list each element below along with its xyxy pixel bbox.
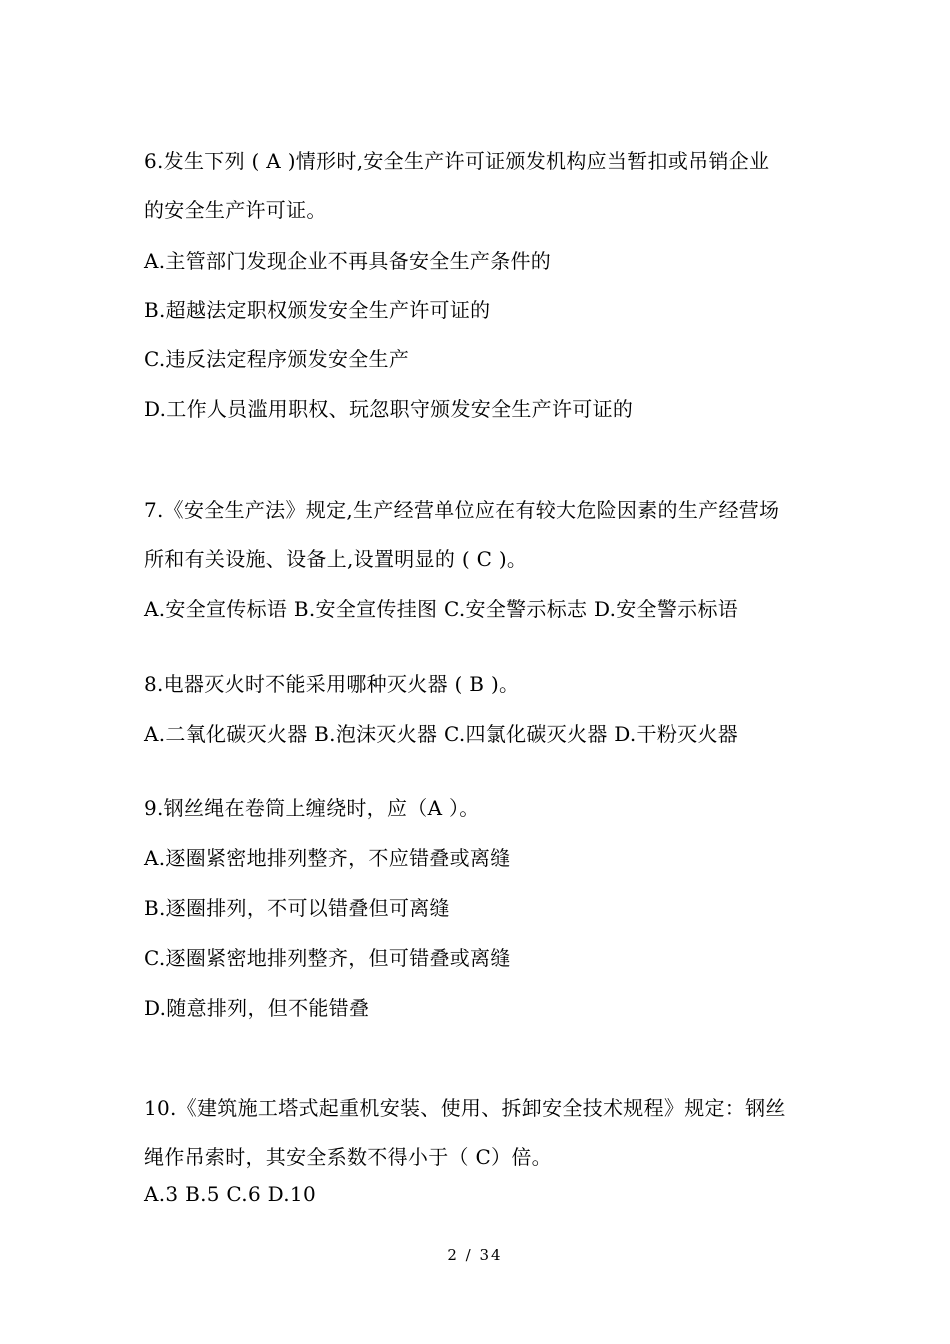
option-b: B.超越法定职权颁发安全生产许可证的 — [144, 298, 491, 322]
question-stem-line: 10.《建筑施工塔式起重机安装、使用、拆卸安全技术规程》规定：钢丝 — [144, 1096, 786, 1120]
option-d: D.随意排列，但不能错叠 — [144, 996, 370, 1020]
option-list: A.安全宣传标语 B.安全宣传挂图 C.安全警示标志 D.安全警示标语 — [144, 597, 739, 621]
option-c: C.违反法定程序颁发安全生产 — [144, 347, 410, 371]
option-list: A.二氧化碳灭火器 B.泡沫灭火器 C.四氯化碳灭火器 D.干粉灭火器 — [144, 722, 739, 746]
option-a: A.逐圈紧密地排列整齐，不应错叠或离缝 — [144, 846, 511, 870]
option-list: A.3 B.5 C.6 D.10 — [144, 1182, 316, 1206]
page-number: 2 / 34 — [447, 1246, 503, 1264]
question-stem-line: 9.钢丝绳在卷筒上缠绕时，应（A ）。 — [144, 796, 480, 820]
question-stem-line: 6.发生下列 ( A )情形时,安全生产许可证颁发机构应当暂扣或吊销企业 — [144, 149, 770, 173]
question-stem-line: 7.《安全生产法》规定,生产经营单位应在有较大危险因素的生产经营场 — [144, 498, 780, 522]
option-d: D.工作人员滥用职权、玩忽职守颁发安全生产许可证的 — [144, 397, 634, 421]
question-stem-line: 8.电器灭火时不能采用哪种灭火器 ( B )。 — [144, 672, 520, 696]
option-c: C.逐圈紧密地排列整齐，但可错叠或离缝 — [144, 946, 511, 970]
option-b: B.逐圈排列，不可以错叠但可离缝 — [144, 896, 450, 920]
question-stem-line: 的安全生产许可证。 — [144, 198, 327, 222]
question-stem-line: 所和有关设施、设备上,设置明显的 ( C )。 — [144, 547, 528, 571]
question-stem-line: 绳作吊索时，其安全系数不得小于（ C）倍。 — [144, 1145, 552, 1169]
option-a: A.主管部门发现企业不再具备安全生产条件的 — [144, 249, 552, 273]
